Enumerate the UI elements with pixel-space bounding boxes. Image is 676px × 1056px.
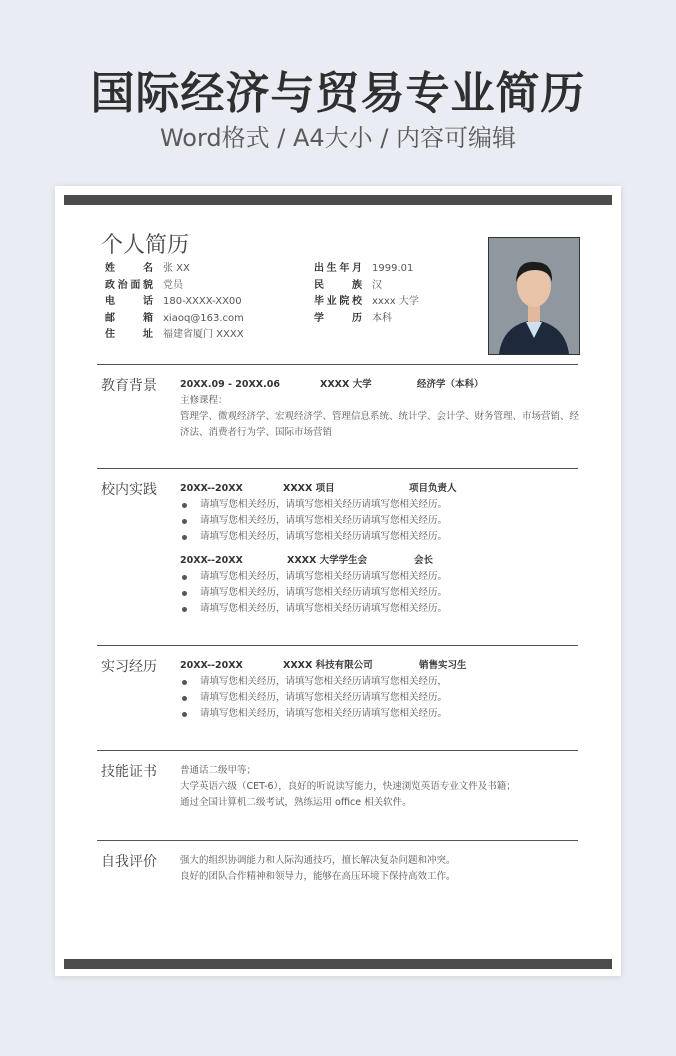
bullet-item: 请填写您相关经历，请填写您相关经历请填写您相关经历，	[180, 674, 580, 690]
section-title: 技能证书	[101, 764, 157, 780]
bullet-item: 请填写您相关经历，请填写您相关经历请填写您相关经历。	[180, 569, 580, 585]
internship-body	[180, 658, 580, 722]
bottom-bar	[64, 959, 612, 969]
section-title: 校内实践	[101, 482, 157, 498]
org: XXXX 项目	[283, 483, 335, 494]
bullet-item: 请填写您相关经历，请填写您相关经历请填写您相关经历。	[180, 601, 580, 617]
period: 20XX--20XX	[180, 660, 243, 671]
major: 经济学（本科）	[417, 379, 484, 390]
role: 项目负责人	[409, 483, 457, 494]
info-value: 1999.01	[372, 263, 414, 274]
bullet-item: 请填写您相关经历，请填写您相关经历请填写您相关经历。	[180, 513, 580, 529]
resume-page	[55, 186, 621, 976]
profile-photo	[488, 237, 580, 355]
bullet-item: 请填写您相关经历，请填写您相关经历请填写您相关经历。	[180, 690, 580, 706]
role: 会长	[414, 555, 434, 566]
top-bar	[64, 195, 612, 205]
info-label: 毕业院校	[314, 296, 362, 307]
info-label: 姓名	[105, 263, 153, 274]
period: 20XX--20XX	[180, 555, 243, 566]
resume-heading: 个人简历	[101, 233, 190, 258]
info-right	[314, 261, 419, 327]
section-title: 教育背景	[101, 378, 157, 394]
period: 20XX--20XX	[180, 483, 243, 494]
self-line: 良好的团队合作精神和领导力，能够在高压环境下保持高效工作。	[180, 871, 456, 882]
org: XXXX 科技有限公司	[283, 660, 373, 671]
section-education	[97, 364, 578, 460]
school: XXXX 大学	[320, 379, 372, 390]
info-value: 汉	[372, 279, 382, 291]
section-self	[97, 840, 578, 921]
info-label: 电话	[105, 296, 153, 307]
bullet-item: 请填写您相关经历，请填写您相关经历请填写您相关经历。	[180, 706, 580, 722]
info-value: xiaoq@163.com	[163, 312, 244, 324]
skill-line: 通过全国计算机二级考试，熟练运用 office 相关软件。	[180, 797, 412, 808]
info-value: 张 XX	[163, 263, 190, 274]
skills-body	[180, 763, 580, 811]
section-title: 自我评价	[101, 854, 157, 870]
self-body	[180, 853, 580, 885]
org: XXXX 大学学生会	[287, 555, 368, 566]
info-value: 福建省厦门 XXXX	[163, 329, 244, 340]
section-internship	[97, 645, 578, 741]
role: 销售实习生	[419, 660, 467, 671]
info-value: 本科	[372, 312, 392, 324]
info-value: 党员	[163, 279, 183, 291]
info-label: 住址	[105, 329, 153, 340]
info-value: 180-XXXX-XX00	[163, 296, 242, 307]
info-label: 民族	[314, 279, 362, 291]
campus-body	[180, 481, 580, 617]
bullet-item: 请填写您相关经历，请填写您相关经历请填写您相关经历。	[180, 497, 580, 513]
bullet-item: 请填写您相关经历，请填写您相关经历请填写您相关经历。	[180, 585, 580, 601]
self-line: 强大的组织协调能力和人际沟通技巧，擅长解决复杂问题和冲突。	[180, 855, 456, 866]
skill-line: 普通话二级甲等；	[180, 765, 257, 776]
section-campus	[97, 468, 578, 639]
info-left	[105, 261, 244, 344]
info-label: 政治面貌	[105, 279, 153, 291]
bullet-item: 请填写您相关经历，请填写您相关经历请填写您相关经历。	[180, 529, 580, 545]
info-label: 学历	[314, 312, 362, 324]
section-skills	[97, 750, 578, 831]
skill-line: 大学英语六级（CET-6），良好的听说读写能力，快速浏览英语专业文件及书籍；	[180, 781, 516, 792]
courses: 管理学、微观经济学、宏观经济学、管理信息系统、统计学、会计学、财务管理、市场营销、经济法、消费者行为学、国际市场营销	[180, 411, 580, 438]
info-value: xxxx 大学	[372, 296, 419, 307]
info-label: 出生年月	[314, 263, 362, 274]
courses-label: 主修课程：	[180, 395, 228, 406]
section-title: 实习经历	[101, 659, 157, 675]
info-label: 邮箱	[105, 312, 153, 324]
banner-title: 国际经济与贸易专业简历	[90, 68, 586, 119]
period: 20XX.09 - 20XX.06	[180, 379, 280, 390]
banner-subtitle: Word格式 / A4大小 / 内容可编辑	[159, 124, 517, 152]
education-body	[180, 377, 580, 441]
